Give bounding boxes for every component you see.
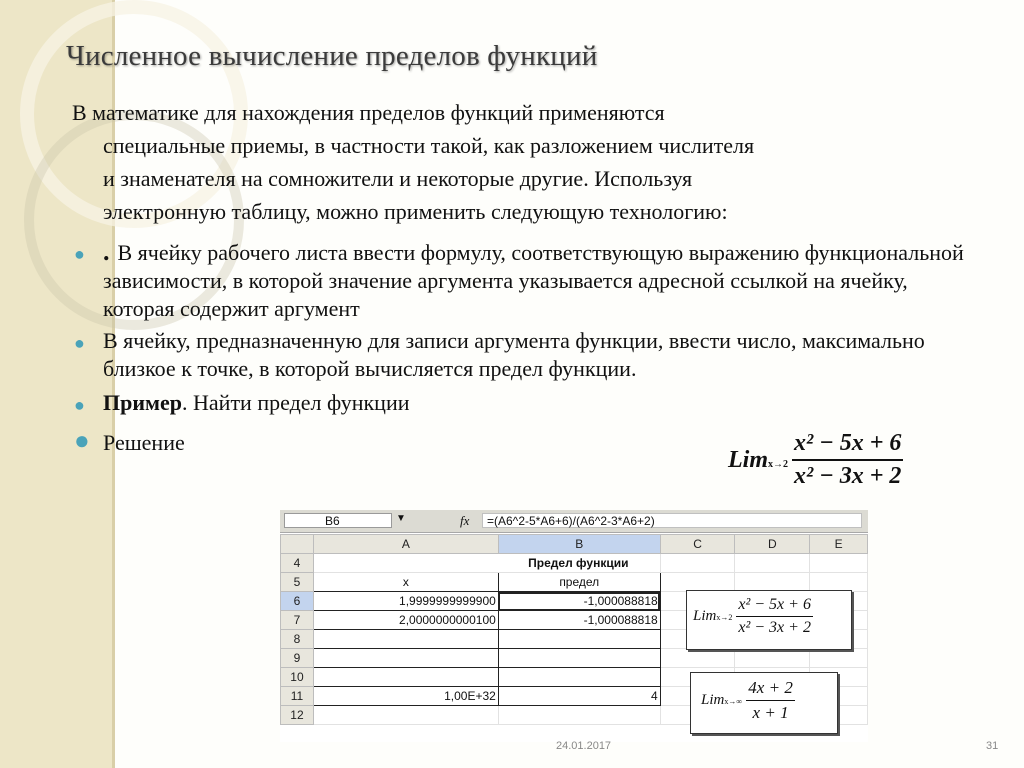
lim-text: Lim — [693, 608, 717, 624]
lim-subscript: x→2 — [716, 613, 733, 622]
footer-date: 24.01.2017 — [556, 740, 612, 752]
cell[interactable] — [313, 706, 498, 725]
formula-fraction — [792, 430, 903, 490]
formula-numerator: 4x + 2 — [746, 678, 795, 701]
cell[interactable] — [810, 554, 868, 573]
table-row — [281, 554, 868, 573]
formula-fraction — [746, 678, 795, 723]
row-header[interactable]: 12 — [281, 706, 314, 725]
lim-subscript: x→2 — [768, 458, 788, 470]
column-header-row — [281, 535, 868, 554]
bullet-text: В ячейку, предназначенную для записи аргумента функции, ввести число, максимально близкое к точке, в которой вычисляется предел функции. — [103, 328, 925, 381]
bullet-item — [72, 389, 972, 417]
row-header[interactable]: 8 — [281, 630, 314, 649]
cell[interactable] — [313, 630, 498, 649]
table-row — [281, 649, 868, 668]
cell[interactable] — [498, 706, 660, 725]
cell[interactable] — [810, 649, 868, 668]
row-header[interactable]: 4 — [281, 554, 314, 573]
lim-word — [728, 447, 788, 473]
bullet-item — [72, 238, 972, 323]
row-header[interactable]: 5 — [281, 573, 314, 592]
bullet-mark: . — [103, 237, 110, 266]
cell[interactable]: предел — [498, 573, 660, 592]
name-box[interactable]: B6 — [284, 513, 392, 528]
bullet-text: В ячейку рабочего листа ввести формулу, соответствующую выражению функциональной зависимости, в которой значение аргумента указывается адресной ссылкой на ячейку, которая содержит аргумент — [103, 240, 964, 321]
row-header[interactable]: 6 — [281, 592, 314, 611]
spreadsheet-screenshot — [280, 510, 868, 742]
cell[interactable] — [498, 649, 660, 668]
intro-line: специальные приемы, в частности такой, как разложением числителя — [103, 133, 755, 158]
formula-denominator: x² − 3x + 2 — [794, 463, 902, 489]
cell[interactable] — [735, 649, 810, 668]
cell[interactable]: 1,9999999999900 — [313, 592, 498, 611]
column-header[interactable]: D — [735, 535, 810, 554]
formula-input[interactable]: =(A6^2-5*A6+6)/(A6^2-3*A6+2) — [482, 513, 862, 528]
dropdown-arrow-icon[interactable]: ▼ — [396, 513, 406, 524]
cell[interactable]: -1,000088818 — [498, 611, 660, 630]
bullet-text: Решение — [103, 430, 185, 455]
formula-denominator: x² − 3x + 2 — [738, 619, 811, 636]
row-header[interactable]: 9 — [281, 649, 314, 668]
lim-text: Lim — [701, 692, 725, 708]
bullet-dot-icon: ● — [74, 244, 85, 264]
formula-box — [690, 672, 838, 734]
cell[interactable]: 1,00E+32 — [313, 687, 498, 706]
lim-subscript: x→∞ — [724, 697, 743, 706]
formula-content — [693, 596, 813, 637]
cell[interactable] — [810, 573, 868, 592]
intro-line: электронную таблицу, можно применить следующую технологию: — [103, 199, 728, 224]
corner-cell[interactable] — [281, 535, 314, 554]
intro-line: В математике для нахождения пределов функций применяются — [72, 100, 665, 125]
column-header[interactable]: C — [660, 535, 735, 554]
page-number: 31 — [986, 740, 999, 752]
column-header[interactable]: B — [498, 535, 660, 554]
row-header[interactable]: 11 — [281, 687, 314, 706]
cell[interactable]: Предел функции — [313, 554, 660, 573]
bullet-dot-icon: ● — [74, 426, 90, 455]
cell[interactable] — [660, 554, 735, 573]
example-label: Пример — [103, 390, 183, 415]
fx-icon[interactable]: fx — [460, 513, 470, 528]
column-header[interactable]: A — [313, 535, 498, 554]
table-row — [281, 573, 868, 592]
cell[interactable] — [660, 649, 735, 668]
cell[interactable]: 2,0000000000100 — [313, 611, 498, 630]
cell[interactable] — [735, 573, 810, 592]
bullet-list — [72, 238, 972, 457]
lim-word — [693, 608, 732, 624]
slide-title: Численное вычисление пределов функций — [66, 40, 598, 72]
lim-word — [701, 692, 742, 708]
bullet-item — [72, 327, 972, 383]
cell[interactable] — [313, 649, 498, 668]
bullet-dot-icon: ● — [74, 333, 85, 353]
cell[interactable] — [498, 668, 660, 687]
formula-box — [686, 590, 852, 650]
cell[interactable] — [660, 573, 735, 592]
cell[interactable] — [313, 668, 498, 687]
formula-content — [701, 678, 795, 723]
lim-text: Lim — [728, 446, 768, 473]
formula-numerator: x² − 5x + 6 — [792, 430, 903, 461]
formula-denominator: x + 1 — [752, 703, 789, 722]
cell[interactable] — [498, 630, 660, 649]
formula-numerator: x² − 5x + 6 — [736, 596, 813, 617]
bullet-text: . Найти предел функции — [182, 390, 410, 415]
cell[interactable] — [735, 554, 810, 573]
bullet-dot-icon: ● — [74, 395, 85, 415]
formula-bar — [280, 510, 868, 533]
cell[interactable]: 4 — [498, 687, 660, 706]
column-header[interactable]: E — [810, 535, 868, 554]
intro-paragraph — [72, 96, 972, 228]
formula-fraction — [736, 596, 813, 637]
limit-formula — [728, 430, 903, 490]
row-header[interactable]: 10 — [281, 668, 314, 687]
cell[interactable]: x — [313, 573, 498, 592]
row-header[interactable]: 7 — [281, 611, 314, 630]
cell-active[interactable]: -1,000088818 — [498, 592, 660, 611]
intro-line: и знаменателя на сомножители и некоторые другие. Используя — [103, 166, 693, 191]
